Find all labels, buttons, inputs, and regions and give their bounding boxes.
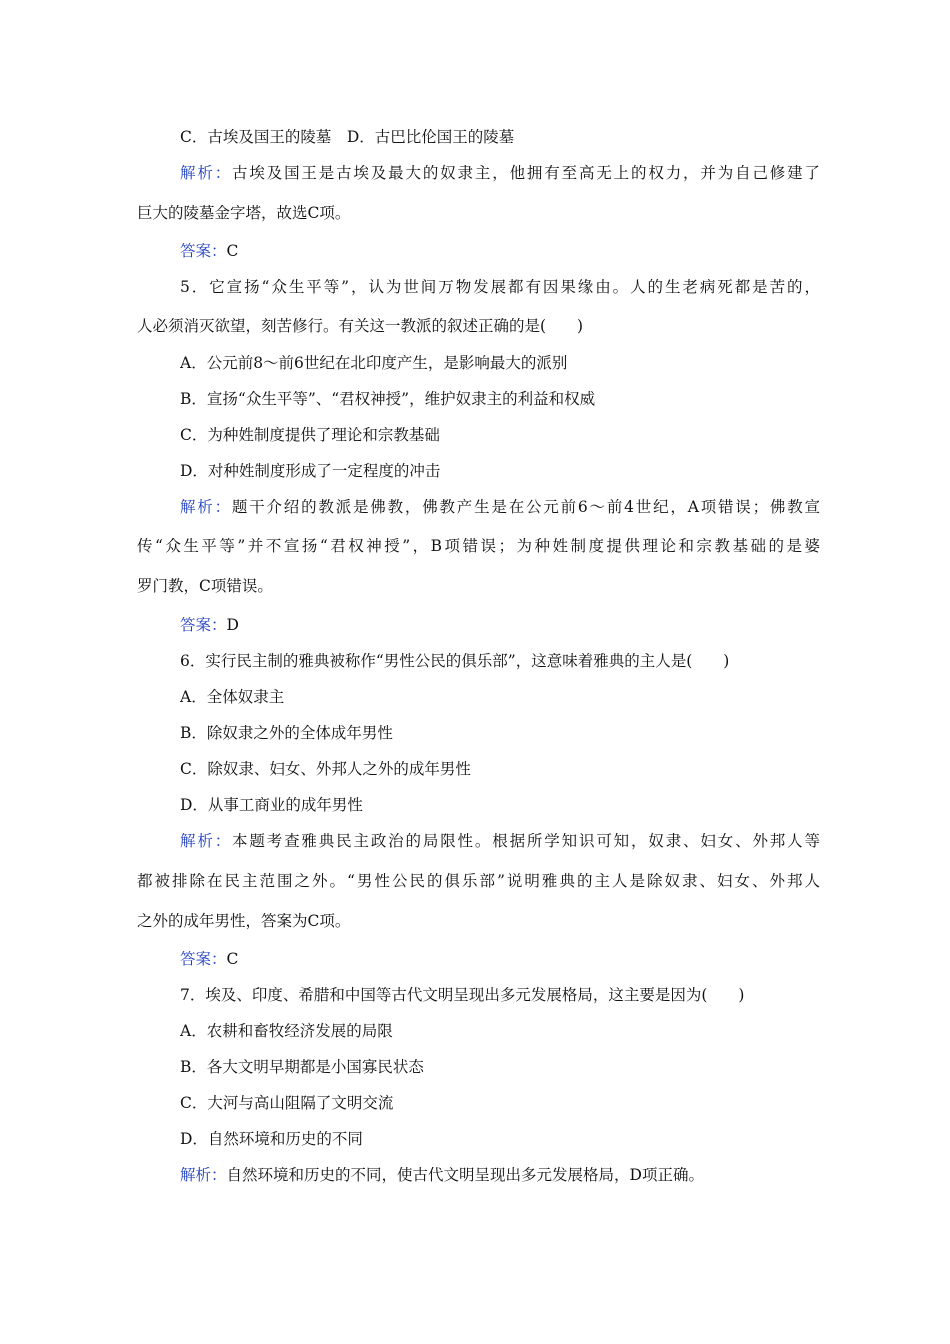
q5-option-c: C．为种姓制度提供了理论和宗教基础	[180, 426, 440, 444]
q6-analysis-line-1: 解析：本题考查雅典民主政治的局限性。根据所学知识可知，奴隶、妇女、外邦人等	[180, 832, 820, 850]
q6-option-c: C．除奴隶、妇女、外邦人之外的成年男性	[180, 760, 471, 778]
q5-option-b: B．宣扬“众生平等”、“君权神授”，维护奴隶主的利益和权威	[180, 390, 596, 408]
q6-stem: 6．实行民主制的雅典被称作“男性公民的俱乐部”，这意味着雅典的主人是( )	[180, 652, 730, 670]
q5-analysis-line-1: 解析：题干介绍的教派是佛教，佛教产生是在公元前6～前4世纪，A项错误；佛教宣	[180, 498, 820, 516]
q5-option-d: D．对种姓制度形成了一定程度的冲击	[180, 462, 441, 480]
q5-stem-line-2: 人必须消灭欲望，刻苦修行。有关这一教派的叙述正确的是( )	[137, 317, 584, 335]
q5-answer: 答案：D	[180, 616, 239, 634]
q6-option-a: A．全体奴隶主	[180, 688, 285, 706]
q5-option-a: A．公元前8～前6世纪在北印度产生，是影响最大的派别	[180, 354, 568, 372]
analysis-label: 解析：	[180, 498, 232, 516]
q7-option-a: A．农耕和畜牧经济发展的局限	[180, 1022, 393, 1040]
q6-option-d: D．从事工商业的成年男性	[180, 796, 363, 814]
q5-stem-line-1: 5．它宣扬“众生平等”，认为世间万物发展都有因果缘由。人的生老病死都是苦的，	[180, 278, 820, 296]
q7-analysis-line-1: 解析：自然环境和历史的不同，使古代文明呈现出多元发展格局，D项正确。	[180, 1166, 704, 1184]
q6-analysis-line-2: 都被排除在民主范围之外。“男性公民的俱乐部”说明雅典的主人是除奴隶、妇女、外邦人	[137, 872, 820, 890]
answer-label: 答案：	[180, 950, 227, 968]
q7-option-c: C．大河与高山阻隔了文明交流	[180, 1094, 394, 1112]
q7-option-b: B．各大文明早期都是小国寡民状态	[180, 1058, 424, 1076]
q6-option-b: B．除奴隶之外的全体成年男性	[180, 724, 393, 742]
analysis-label: 解析：	[180, 164, 233, 182]
q4-options-cd: C．古埃及国王的陵墓 D．古巴比伦国王的陵墓	[180, 128, 515, 146]
analysis-label: 解析：	[180, 832, 233, 850]
q7-stem: 7．埃及、印度、希腊和中国等古代文明呈现出多元发展格局，这主要是因为( )	[180, 986, 745, 1004]
q5-analysis-line-2: 传“众生平等”并不宣扬“君权神授”，B项错误；为种姓制度提供理论和宗教基础的是婆	[137, 537, 820, 555]
q5-analysis-line-3: 罗门教，C项错误。	[137, 577, 273, 595]
analysis-label: 解析：	[180, 1166, 227, 1184]
answer-label: 答案：	[180, 616, 227, 634]
q6-analysis-line-3: 之外的成年男性，答案为C项。	[137, 912, 351, 930]
q4-analysis-line-1: 解析：古埃及国王是古埃及最大的奴隶主，他拥有至高无上的权力，并为自己修建了	[180, 164, 820, 182]
q4-analysis-line-2: 巨大的陵墓金字塔，故选C项。	[137, 204, 351, 222]
q6-answer: 答案：C	[180, 950, 239, 968]
answer-label: 答案：	[180, 242, 227, 260]
q7-option-d: D．自然环境和历史的不同	[180, 1130, 363, 1148]
q4-answer: 答案：C	[180, 242, 239, 260]
